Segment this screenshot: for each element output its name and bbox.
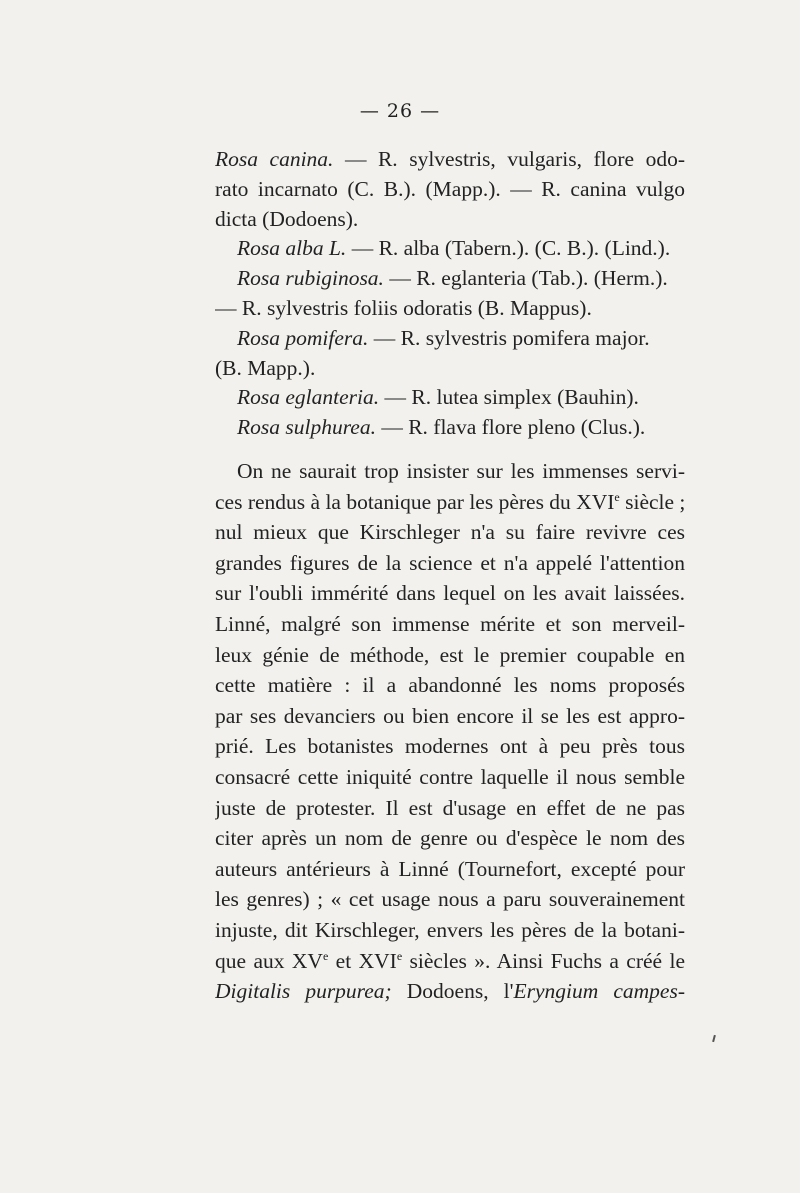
species-name: Rosa alba L. <box>237 236 347 261</box>
paragraph-line: injuste, dit Kirschleger, envers les pères de la botani- <box>215 917 685 942</box>
text-run: Dodoens, l' <box>391 979 514 1004</box>
list-item-continuation: — R. sylvestris foliis odoratis (B. Mappus). <box>215 295 592 320</box>
paragraph-line: par ses devanciers ou bien encore il se les est appro- <box>215 703 685 728</box>
synonym-text: — R. sylvestris pomifera major. <box>368 325 650 350</box>
list-item <box>215 234 685 264</box>
superscript: e <box>396 948 403 963</box>
paragraph-line: juste de protester. Il est d'usage en effet de ne pas <box>215 795 685 820</box>
list-item-continuation: (B. Mapp.). <box>215 355 316 380</box>
text-run: siècles ». Ainsi Fuchs a créé le <box>402 948 685 973</box>
list-item <box>215 324 685 354</box>
synonym-text: — R. alba (Tabern.). (C. B.). (Lind.). <box>346 236 671 261</box>
species-synonym-list <box>215 145 685 443</box>
list-item <box>215 383 685 413</box>
list-item <box>215 264 685 294</box>
italic-text-run: Eryngium campes- <box>513 979 685 1004</box>
paragraph-line: grandes figures de la science et n'a appelé l'attention <box>215 550 685 575</box>
synonym-text: — R. sylvestris, vulgaris, flore odo- <box>333 147 685 171</box>
superscript: e <box>614 489 620 504</box>
species-name: Rosa eglanteria. <box>237 385 380 410</box>
list-item-continuation: dicta (Dodoens). <box>215 206 359 231</box>
body-paragraph <box>215 456 685 1007</box>
paragraph-line: Linné, malgré son immense mérite et son merveil- <box>215 611 685 636</box>
paragraph-line: auteurs antérieurs à Linné (Tournefort, excepté pour <box>215 856 685 881</box>
text-run: ces rendus à la botanique par les pères du XVI <box>215 489 615 514</box>
species-name: Rosa pomifera. <box>237 325 369 350</box>
text-run: siècle ; <box>619 489 685 514</box>
list-item-continuation: rato incarnato (C. B.). (Mapp.). — R. canina vulgo <box>215 176 685 201</box>
paragraph-line: prié. Les botanistes modernes ont à peu près tous <box>215 734 685 759</box>
list-item <box>215 413 685 443</box>
list-item <box>215 145 685 175</box>
paragraph-line: consacré cette iniquité contre laquelle il nous semble <box>215 764 685 789</box>
synonym-text: — R. eglanteria (Tab.). (Herm.). <box>383 266 668 291</box>
paragraph-line <box>215 976 685 1007</box>
superscript: e <box>322 948 329 963</box>
text-run: que aux XV <box>215 948 323 973</box>
ink-speck <box>712 1035 716 1042</box>
paragraph-line <box>215 487 685 518</box>
text-run: et XVI <box>328 948 397 973</box>
paragraph-line: leux génie de méthode, est le premier coupable en <box>215 642 685 667</box>
synonym-text: — R. lutea simplex (Bauhin). <box>379 385 639 410</box>
italic-text-run: Digitalis purpurea; <box>215 979 392 1004</box>
species-name: Rosa sulphurea. <box>237 415 376 440</box>
paragraph-line: citer après un nom de genre ou d'espèce le nom des <box>215 826 685 851</box>
paragraph-line: sur l'oubli immérité dans lequel on les avait laissées. <box>215 581 685 606</box>
paragraph-line: les genres) ; « cet usage nous a paru souverainement <box>215 887 685 912</box>
page-number: — 26 — <box>359 100 441 122</box>
paragraph-line: cette matière : il a abandonné les noms proposés <box>215 673 685 698</box>
paragraph-line: nul mieux que Kirschleger n'a su faire revivre ces <box>215 520 685 545</box>
paragraph-line: On ne saurait trop insister sur les immenses servi- <box>237 459 685 483</box>
synonym-text: — R. flava flore pleno (Clus.). <box>375 415 646 440</box>
species-name: Rosa canina. <box>215 147 334 171</box>
species-name: Rosa rubiginosa. <box>237 266 384 291</box>
paragraph-line <box>215 946 685 977</box>
